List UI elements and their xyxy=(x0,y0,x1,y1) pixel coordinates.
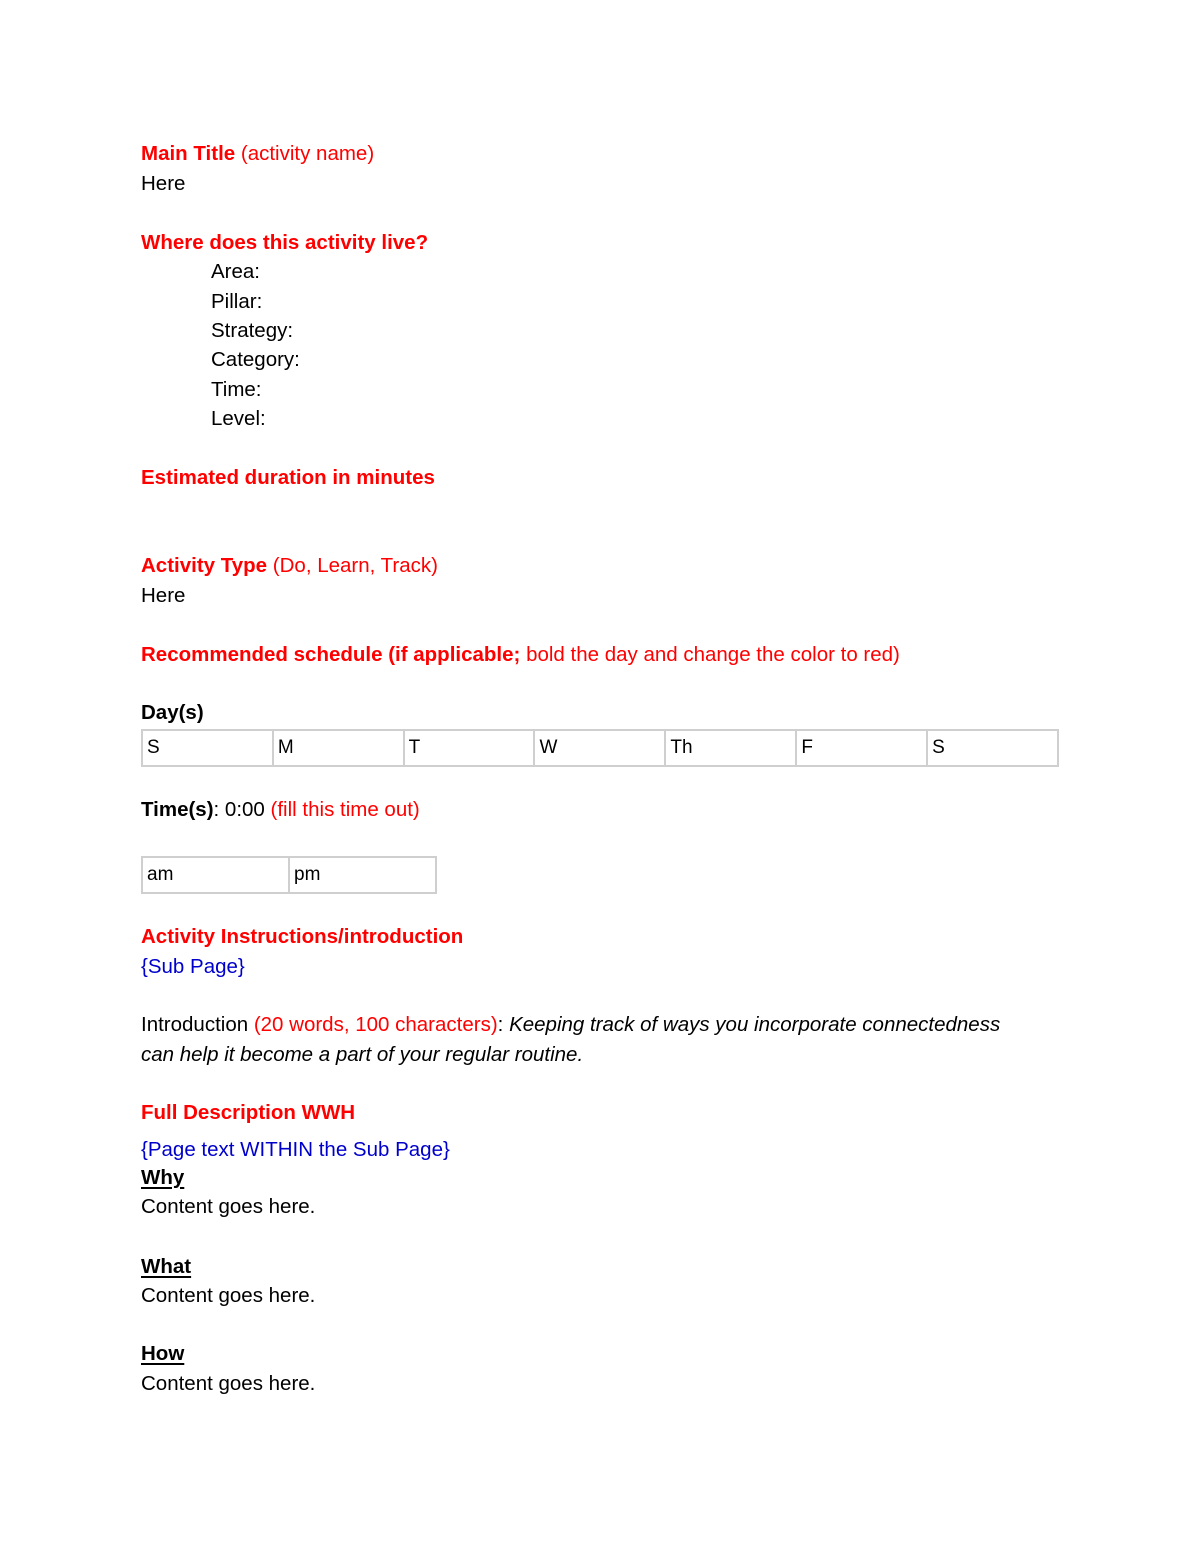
schedule-hint: bold the day and change the color to red) xyxy=(526,643,900,666)
section-how-title: How xyxy=(141,1342,185,1365)
full-description-heading: Full Description WWH xyxy=(141,1101,356,1124)
where-heading: Where does this activity live? xyxy=(141,231,429,254)
introduction-label: Introduction xyxy=(141,1013,249,1036)
main-title-label: Main Title xyxy=(141,142,236,165)
section-why-content: Content goes here. xyxy=(141,1195,316,1218)
field-category: Category: xyxy=(211,348,300,371)
schedule-heading xyxy=(141,642,900,668)
am-pm-row xyxy=(142,857,436,893)
main-title-value: Here xyxy=(141,172,186,195)
full-description-note: {Page text WITHIN the Sub Page} xyxy=(141,1138,450,1161)
pm-cell[interactable]: pm xyxy=(289,857,436,893)
field-pillar: Pillar: xyxy=(211,290,263,313)
section-what-content: Content goes here. xyxy=(141,1284,316,1307)
days-label: Day(s) xyxy=(141,701,204,724)
activity-type-value: Here xyxy=(141,584,186,607)
days-row xyxy=(142,730,1058,766)
am-pm-table xyxy=(141,856,437,894)
main-title-heading xyxy=(141,141,374,167)
introduction-text-line2: can help it become a part of your regular routine. xyxy=(141,1043,584,1066)
duration-heading: Estimated duration in minutes xyxy=(141,466,435,489)
times-label: Time(s) xyxy=(141,798,214,821)
day-cell-wednesday[interactable]: W xyxy=(534,730,665,766)
section-how-content: Content goes here. xyxy=(141,1372,316,1395)
day-cell-sunday[interactable]: S xyxy=(142,730,273,766)
am-cell[interactable]: am xyxy=(142,857,289,893)
days-table xyxy=(141,729,1059,767)
activity-type-label: Activity Type xyxy=(141,554,268,577)
introduction-text-line1: Keeping track of ways you incorporate connectedness xyxy=(509,1013,1001,1036)
activity-type-hint: (Do, Learn, Track) xyxy=(272,554,438,577)
instructions-heading: Activity Instructions/introduction xyxy=(141,925,464,948)
times-hint: (fill this time out) xyxy=(270,798,420,821)
times-value: : 0:00 xyxy=(213,798,265,821)
introduction-hint: (20 words, 100 characters) xyxy=(253,1013,498,1036)
schedule-hint-bold: (if applicable; xyxy=(388,643,521,666)
schedule-label: Recommended schedule xyxy=(141,643,383,666)
instructions-sub-page: {Sub Page} xyxy=(141,955,245,978)
day-cell-thursday[interactable]: Th xyxy=(665,730,796,766)
section-why-title: Why xyxy=(141,1166,185,1189)
field-strategy: Strategy: xyxy=(211,319,294,342)
field-area: Area: xyxy=(211,260,260,283)
activity-type-heading xyxy=(141,553,438,579)
section-what-title: What xyxy=(141,1255,192,1278)
introduction-colon: : xyxy=(497,1013,504,1036)
main-title-hint: (activity name) xyxy=(240,142,375,165)
day-cell-friday[interactable]: F xyxy=(796,730,927,766)
day-cell-saturday[interactable]: S xyxy=(927,730,1058,766)
day-cell-monday[interactable]: M xyxy=(273,730,404,766)
day-cell-tuesday[interactable]: T xyxy=(404,730,535,766)
times-line xyxy=(141,797,420,823)
field-time: Time: xyxy=(211,378,262,401)
field-level: Level: xyxy=(211,407,266,430)
introduction-line xyxy=(141,1012,1000,1038)
